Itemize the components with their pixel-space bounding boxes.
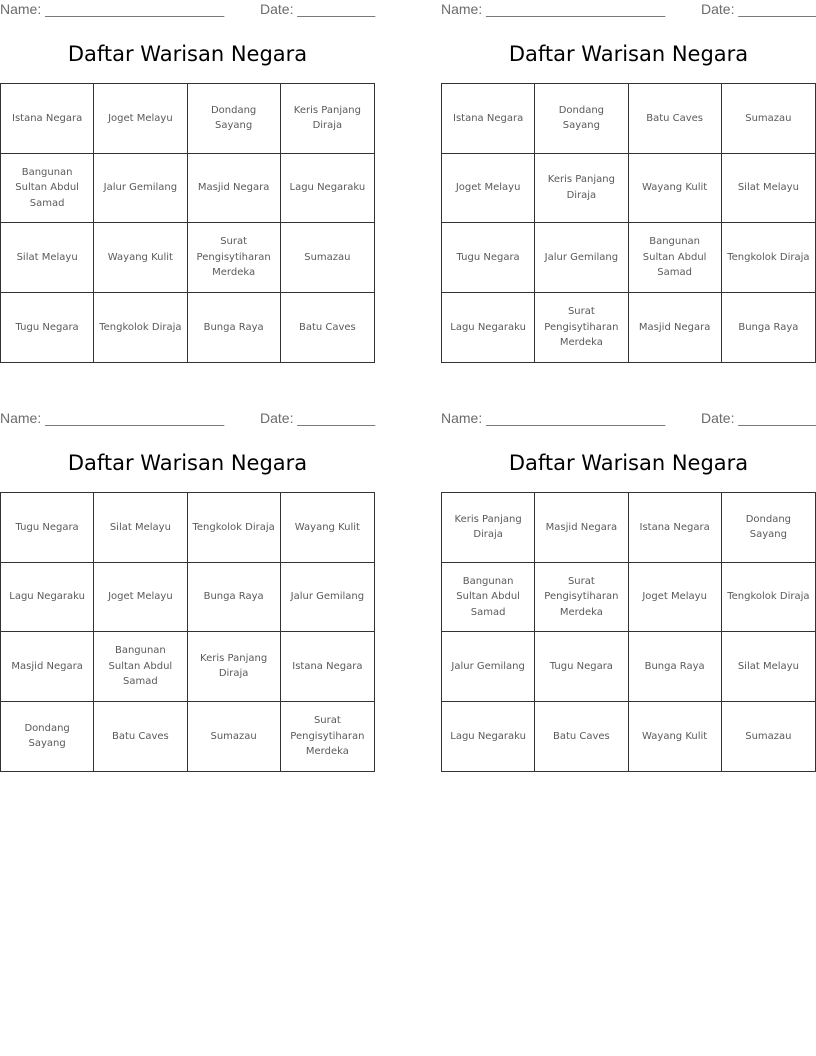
bingo-cell: Keris Panjang Diraja bbox=[535, 154, 628, 224]
bingo-cell: Istana Negara bbox=[442, 84, 535, 154]
bingo-cell: Istana Negara bbox=[629, 493, 722, 563]
bingo-cell: Istana Negara bbox=[281, 632, 374, 702]
bingo-cell: Bunga Raya bbox=[629, 632, 722, 702]
bingo-cell: Dondang Sayang bbox=[188, 84, 281, 154]
bingo-cell: Dondang Sayang bbox=[535, 84, 628, 154]
bingo-cell: Tengkolok Diraja bbox=[722, 223, 815, 293]
bingo-cell: Masjid Negara bbox=[629, 293, 722, 363]
bingo-cell: Jalur Gemilang bbox=[94, 154, 187, 224]
bingo-cell: Wayang Kulit bbox=[281, 493, 374, 563]
bingo-cell: Jalur Gemilang bbox=[281, 563, 374, 633]
card-header bbox=[441, 410, 816, 430]
bingo-cell: Keris Panjang Diraja bbox=[188, 632, 281, 702]
bingo-cell: Tugu Negara bbox=[442, 223, 535, 293]
bingo-cell: Wayang Kulit bbox=[629, 702, 722, 772]
bingo-grid bbox=[441, 492, 816, 772]
bingo-card-3 bbox=[0, 409, 375, 774]
name-field-label: Name: _______________________ bbox=[441, 410, 666, 426]
bingo-cell: Masjid Negara bbox=[535, 493, 628, 563]
card-title: Daftar Warisan Negara bbox=[67, 451, 308, 475]
bingo-cell: Istana Negara bbox=[1, 84, 94, 154]
date-field-label: Date: __________ bbox=[701, 1, 816, 17]
bingo-cell: Sumazau bbox=[745, 730, 792, 742]
bingo-cell: Bangunan Sultan Abdul Samad bbox=[442, 563, 535, 633]
bingo-cell: Dondang Sayang bbox=[1, 702, 94, 772]
bingo-cell: Tugu Negara bbox=[1, 293, 94, 363]
bingo-cell: Wayang Kulit bbox=[94, 223, 187, 293]
bingo-grid bbox=[0, 492, 375, 772]
card-title: Daftar Warisan Negara bbox=[67, 42, 308, 66]
bingo-cell: Bunga Raya bbox=[188, 563, 281, 633]
bingo-cell: Silat Melayu bbox=[94, 493, 187, 563]
bingo-cell: Batu Caves bbox=[535, 702, 628, 772]
card-header bbox=[441, 1, 816, 21]
bingo-cell: Joget Melayu bbox=[629, 563, 722, 633]
bingo-cell: Tugu Negara bbox=[1, 493, 94, 563]
bingo-cell: Tengkolok Diraja bbox=[188, 493, 281, 563]
bingo-cell: Joget Melayu bbox=[94, 84, 187, 154]
bingo-cell: Lagu Negaraku bbox=[442, 702, 535, 772]
card-header bbox=[0, 410, 375, 430]
bingo-card-2 bbox=[441, 0, 816, 365]
card-header bbox=[0, 1, 375, 21]
bingo-cell: Jalur Gemilang bbox=[535, 223, 628, 293]
bingo-cell: Silat Melayu bbox=[722, 154, 815, 224]
bingo-cell: Masjid Negara bbox=[188, 154, 281, 224]
bingo-cell: Lagu Negaraku bbox=[281, 154, 374, 224]
bingo-cell: Batu Caves bbox=[94, 702, 187, 772]
name-field-label: Name: _______________________ bbox=[441, 1, 666, 17]
bingo-cell: Sumazau bbox=[722, 84, 815, 154]
bingo-cell: Keris Panjang Diraja bbox=[281, 84, 374, 154]
card-title: Daftar Warisan Negara bbox=[508, 451, 749, 475]
date-field-label: Date: __________ bbox=[260, 1, 376, 17]
bingo-cell: Bunga Raya bbox=[738, 321, 799, 333]
bingo-cell: Sumazau bbox=[281, 223, 374, 293]
bingo-cell: Keris Panjang Diraja bbox=[442, 493, 535, 563]
date-field-label: Date: __________ bbox=[260, 410, 376, 426]
bingo-cell: Bangunan Sultan Abdul Samad bbox=[629, 223, 722, 293]
bingo-cell: Sumazau bbox=[188, 702, 281, 772]
bingo-cell: Silat Melayu bbox=[722, 632, 815, 702]
bingo-cell: Wayang Kulit bbox=[629, 154, 722, 224]
card-title: Daftar Warisan Negara bbox=[508, 42, 749, 66]
bingo-cell: Tengkolok Diraja bbox=[722, 563, 815, 633]
name-field-label: Name: _______________________ bbox=[0, 1, 225, 17]
bingo-cell: Surat Pengisytiharan Merdeka bbox=[188, 223, 281, 293]
bingo-grid bbox=[0, 83, 375, 363]
bingo-cell: Bunga Raya bbox=[188, 293, 281, 363]
bingo-cell: Lagu Negaraku bbox=[1, 563, 94, 633]
bingo-cell: Bangunan Sultan Abdul Samad bbox=[1, 154, 94, 224]
bingo-cell: Bangunan Sultan Abdul Samad bbox=[94, 632, 187, 702]
bingo-cell: Batu Caves bbox=[629, 84, 722, 154]
bingo-cell: Surat Pengisytiharan Merdeka bbox=[290, 715, 365, 757]
bingo-cell: Tugu Negara bbox=[535, 632, 628, 702]
bingo-cell: Joget Melayu bbox=[442, 154, 535, 224]
bingo-grid bbox=[441, 83, 816, 363]
bingo-cell: Lagu Negaraku bbox=[442, 293, 535, 363]
bingo-cell: Surat Pengisytiharan Merdeka bbox=[535, 293, 628, 363]
bingo-cell: Jalur Gemilang bbox=[442, 632, 535, 702]
bingo-cell: Silat Melayu bbox=[1, 223, 94, 293]
bingo-cell: Masjid Negara bbox=[1, 632, 94, 702]
bingo-cell: Dondang Sayang bbox=[722, 493, 815, 563]
bingo-cell: Surat Pengisytiharan Merdeka bbox=[535, 563, 628, 633]
name-field-label: Name: _______________________ bbox=[0, 410, 225, 426]
bingo-cell: Joget Melayu bbox=[94, 563, 187, 633]
date-field-label: Date: __________ bbox=[701, 410, 816, 426]
bingo-cell: Tengkolok Diraja bbox=[94, 293, 187, 363]
bingo-card-1 bbox=[0, 0, 375, 365]
bingo-cell: Batu Caves bbox=[298, 321, 356, 333]
bingo-card-4 bbox=[441, 409, 816, 774]
